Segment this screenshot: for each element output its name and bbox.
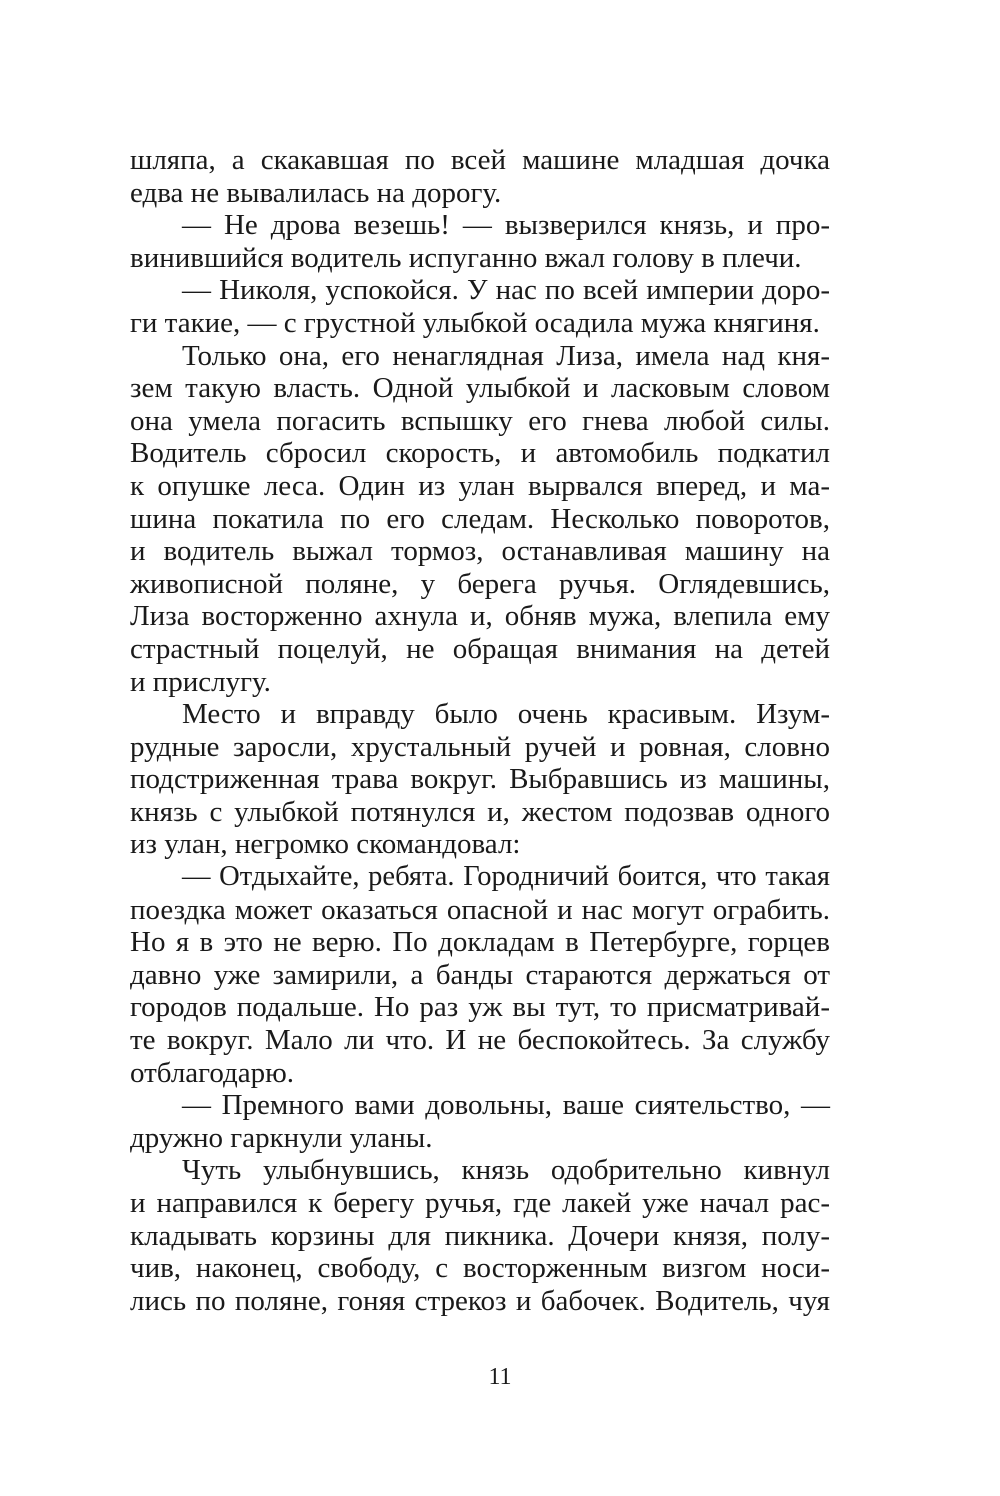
text-line: городов подальше. Но раз уж вы тут, то присматривай- xyxy=(130,991,830,1024)
text-line: подстриженная трава вокруг. Выбравшись из машины, xyxy=(130,763,830,796)
text-line: зем такую власть. Одной улыбкой и ласковым словом xyxy=(130,372,830,405)
text-line: рудные заросли, хрустальный ручей и ровная, словно xyxy=(130,730,830,763)
text-line: Но я в это не верю. По докладам в Петербурге, горцев xyxy=(130,926,830,959)
text-line: живописной поляне, у берега ручья. Оглядевшись, xyxy=(130,567,830,600)
text-line: лись по поляне, гоняя стрекоз и бабочек. Водитель, чуя xyxy=(130,1284,830,1317)
page-number: 11 xyxy=(488,1364,512,1390)
text-line: — Не дрова везешь! — вызверился князь, и про- xyxy=(182,209,830,242)
text-line: и направился к берегу ручья, где лакей уже начал рас- xyxy=(130,1187,830,1219)
text-line: чив, наконец, свободу, с восторженным визгом носи- xyxy=(130,1252,830,1285)
text-line: ги такие, — с грустной улыбкой осадила мужа княгиня. xyxy=(130,306,820,339)
text-line: Водитель сбросил скорость, и автомобиль подкатил xyxy=(130,437,830,470)
text-line: — Николя, успокойся. У нас по всей империи доро- xyxy=(182,274,830,307)
text-line: Место и вправду было очень красивым. Изум- xyxy=(182,698,830,731)
text-line: дружно гаркнули уланы. xyxy=(130,1121,433,1154)
text-line: шляпа, а скакавшая по всей машине младшая дочка xyxy=(130,144,830,176)
text-line: Лиза восторженно ахнула и, обняв мужа, влепила ему xyxy=(130,600,830,633)
text-line: — Отдыхайте, ребята. Городничий боится, что такая xyxy=(182,861,830,893)
text-line: князь с улыбкой потянулся и, жестом подозвав одного xyxy=(130,795,830,828)
text-line: отблагодарю. xyxy=(130,1056,295,1089)
text-line: те вокруг. Мало ли что. И не беспокойтесь. За службу xyxy=(130,1024,830,1057)
text-line: и прислугу. xyxy=(130,665,271,698)
text-line: к опушке леса. Один из улан вырвался вперед, и ма- xyxy=(130,469,830,502)
text-line: Только она, его ненаглядная Лиза, имела над кня- xyxy=(182,339,830,372)
text-line: винившийся водитель испуганно вжал голову в плечи. xyxy=(130,241,802,274)
text-line: давно уже замирили, а банды стараются держаться от xyxy=(130,958,830,991)
text-line: страстный поцелуй, не обращая внимания на детей xyxy=(130,632,830,665)
text-line: кладывать корзины для пикника. Дочери князя, полу- xyxy=(130,1219,830,1252)
text-line: она умела погасить вспышку его гнева любой силы. xyxy=(130,404,830,437)
text-line: — Премного вами довольны, ваше сиятельство, — xyxy=(182,1089,830,1122)
text-line: из улан, негромко скомандовал: xyxy=(130,828,521,861)
text-line: Чуть улыбнувшись, князь одобрительно кивнул xyxy=(182,1154,830,1187)
text-line: едва не вывалилась на дорогу. xyxy=(130,176,502,209)
text-line: и водитель выжал тормоз, останавливая машину на xyxy=(130,535,830,568)
page-body-text xyxy=(130,144,830,1317)
text-line: поездка может оказаться опасной и нас могут ограбить. xyxy=(130,893,830,926)
text-line: шина покатила по его следам. Несколько поворотов, xyxy=(130,502,830,535)
